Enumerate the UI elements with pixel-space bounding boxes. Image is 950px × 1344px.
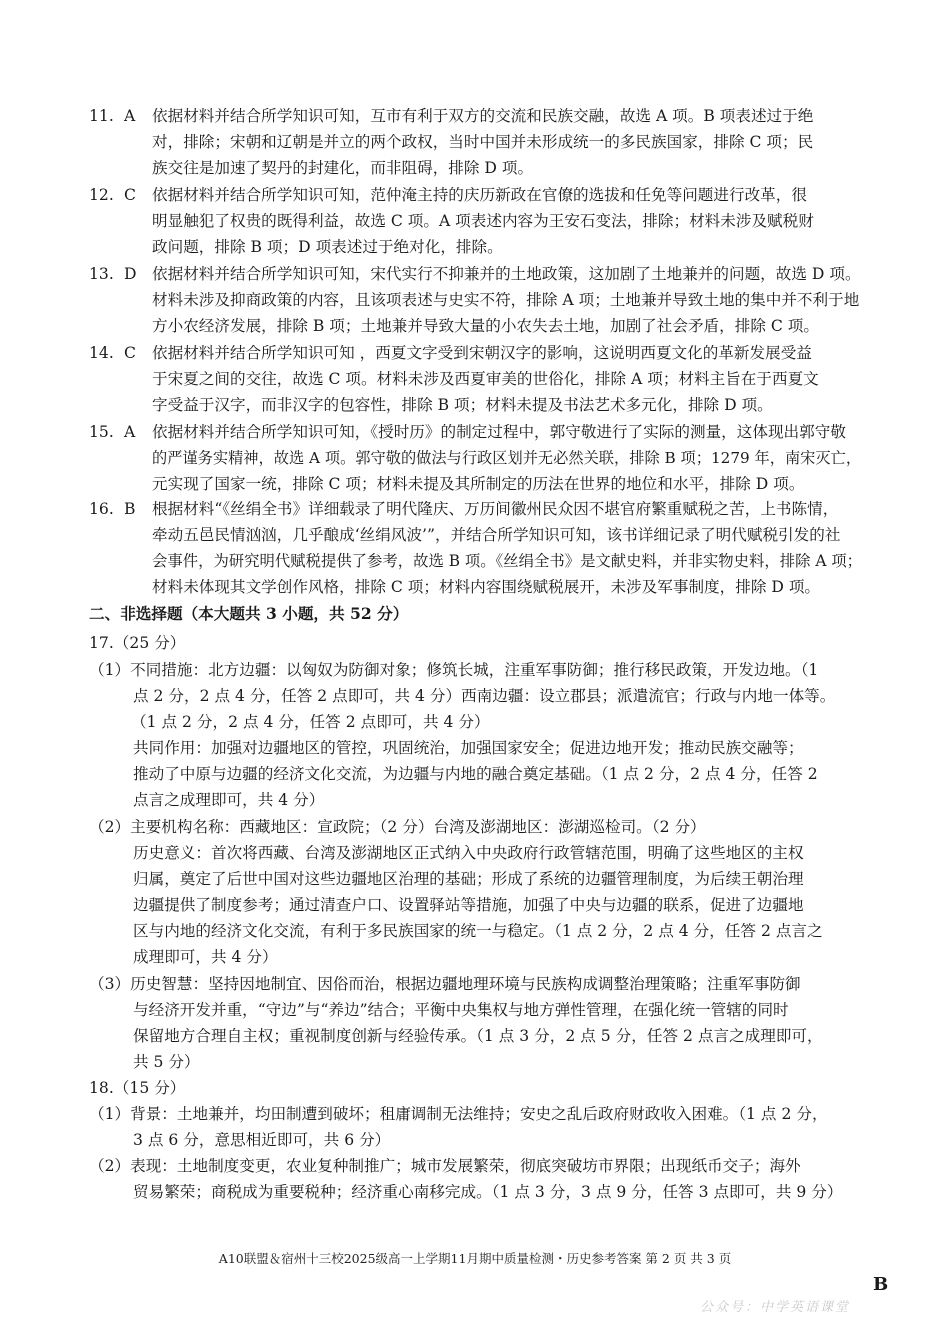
q16-line: 会事件，为研究明代赋税提供了参考，故选 B 项。《丝绢全书》是文献史料，并非实物史料，排除 A 项；	[152, 552, 863, 570]
q18-2-line: 贸易繁荣；商税成为重要税种；经济重心南移完成。（1 点 3 分，3 点 9 分，任答 3 点即可，共 9 分）	[133, 1183, 843, 1201]
q13-line: 材料未涉及抑商政策的内容，且该项表述与史实不符，排除 A 项；土地兼并导致土地的集中并不利于地	[152, 291, 860, 309]
q18-heading: 18.（15 分）	[89, 1079, 186, 1097]
q17-3-line: 共 5 分）	[133, 1053, 200, 1071]
q17-3-line: 与经济开发并重，“守边”与“养边”结合；平衡中央集权与地方弹性管理，在强化统一管辖的同时	[133, 1001, 789, 1019]
q15-answer: A	[124, 423, 136, 441]
q14-line: 于宋夏之间的交往，故选 C 项。材料未涉及西夏审美的世俗化，排除 A 项；材料主旨在于西夏文	[152, 370, 819, 388]
q14-number: 14.	[89, 344, 114, 362]
page-footer: A10联盟＆宿州十三校2025级高一上学期11月期中质量检测・历史参考答案 第 2 页 共 3 页	[218, 1251, 732, 1266]
q18-1-line: 3 点 6 分，意思相近即可，共 6 分）	[133, 1131, 391, 1149]
watermark: 公众号：中学英语课堂	[700, 1300, 851, 1315]
q15-line: 依据材料并结合所学知识可知，《授时历》的制定过程中，郭守敬进行了实际的测量，这体现出郭守敬	[152, 423, 846, 441]
q17-3-line: 保留地方合理自主权；重视制度创新与经验传承。（1 点 3 分，2 点 5 分，任答 2 点言之成理即可，	[133, 1027, 823, 1045]
q13-line: 方小农经济发展，排除 B 项；土地兼并导致大量的小农失去土地，加剧了社会矛盾，排除 C 项。	[152, 317, 819, 335]
q12-number: 12.	[89, 186, 114, 204]
q18-2-line: （2）表现：土地制度变更，农业复种制推广；城市发展繁荣，彻底突破坊市界限；出现纸币交子；海外	[89, 1157, 801, 1175]
q12-line: 政问题，排除 B 项；D 项表述过于绝对化，排除。	[152, 238, 503, 256]
q11-answer: A	[124, 107, 136, 125]
section-heading: 二、非选择题（本大题共 3 小题，共 52 分）	[89, 604, 409, 623]
q14-line: 依据材料并结合所学知识可知 ，西夏文字受到宋朝汉字的影响，这说明西夏文化的革新发展受益	[152, 344, 812, 362]
q18-1-line: （1）背景：土地兼并，均田制遭到破坏；租庸调制无法维持；安史之乱后政府财政收入困难。（1 点 2 分，	[89, 1105, 828, 1123]
q17-1-line: 点言之成理即可，共 4 分）	[133, 791, 325, 809]
q17-1-line: 共同作用：加强对边疆地区的管控，巩固统治，加强国家安全；促进边地开发；推动民族交融等；	[133, 739, 804, 757]
q17-2-line: 历史意义：首次将西藏、台湾及澎湖地区正式纳入中央政府行政管辖范围，明确了这些地区的主权	[133, 844, 804, 862]
q17-1-line: 点 2 分，2 点 4 分，任答 2 点即可，共 4 分）西南边疆：设立郡县；派遣流官；行政与内地一体等。	[133, 687, 836, 705]
q17-3-line: （3）历史智慧：坚持因地制宜、因俗而治，根据边疆地理环境与民族构成调整治理策略；注重军事防御	[89, 975, 801, 993]
q16-line: 材料未体现其文学创作风格，排除 C 项；材料内容围绕赋税展开，未涉及军事制度，排除 D 项。	[152, 578, 821, 596]
q12-answer: C	[124, 186, 136, 204]
q13-answer: D	[124, 265, 137, 283]
q16-line: 根据材料“《丝绢全书》详细载录了明代隆庆、万历间徽州民众因不堪官府繁重赋税之苦，上书陈情，	[152, 500, 839, 518]
q14-answer: C	[124, 344, 136, 362]
version-letter: B	[873, 1274, 889, 1295]
q17-heading: 17.（25 分）	[89, 634, 186, 652]
q11-line: 对，排除；宋朝和辽朝是并立的两个政权，当时中国并未形成统一的多民族国家，排除 C 项；民	[152, 133, 814, 151]
q14-line: 字受益于汉字，而非汉字的包容性，排除 B 项；材料未提及书法艺术多元化，排除 D 项。	[152, 396, 773, 414]
q12-line: 依据材料并结合所学知识可知，范仲淹主持的庆历新政在官僚的选拔和任免等问题进行改革，很	[152, 186, 807, 204]
q15-line: 元实现了国家一统，排除 C 项；材料未提及其所制定的历法在世界的地位和水平，排除 D 项。	[152, 475, 805, 493]
q13-line: 依据材料并结合所学知识可知，宋代实行不抑兼并的土地政策，这加剧了土地兼并的问题，故选 D 项。	[152, 265, 861, 283]
q17-2-line: 归属，奠定了后世中国对这些边疆地区治理的基础；形成了系统的边疆管理制度，为后续王朝治理	[133, 870, 804, 888]
q16-answer: B	[124, 500, 136, 518]
q17-2-line: 区与内地的经济文化交流，有利于多民族国家的统一与稳定。（1 点 2 分，2 点 4 分，任答 2 点言之	[133, 922, 823, 940]
q17-2-line: 成理即可，共 4 分）	[133, 948, 278, 966]
q16-number: 16.	[89, 500, 114, 518]
q17-2-line: 边疆提供了制度参考；通过清查户口、设置驿站等措施，加强了中央与边疆的联系，促进了边疆地	[133, 896, 804, 914]
q17-2-line: （2）主要机构名称：西藏地区：宣政院；（2 分）台湾及澎湖地区：澎湖巡检司。（2 分）	[89, 818, 706, 836]
q15-number: 15.	[89, 423, 114, 441]
q11-line: 依据材料并结合所学知识可知，互市有利于双方的交流和民族交融，故选 A 项。B 项表述过于绝	[152, 107, 814, 125]
q17-1-line: 推动了中原与边疆的经济文化交流，为边疆与内地的融合奠定基础。（1 点 2 分，2 点 4 分，任答 2	[133, 765, 818, 783]
q12-line: 明显触犯了权贵的既得利益，故选 C 项。A 项表述内容为王安石变法，排除；材料未涉及赋税财	[152, 212, 814, 230]
q11-number: 11.	[89, 107, 114, 125]
q15-line: 的严谨务实精神，故选 A 项。郭守敬的做法与行政区划并无必然关联，排除 B 项；1279 年，南宋灭亡，	[152, 449, 862, 467]
q11-line: 族交往是加速了契丹的封建化，而非阻碍，排除 D 项。	[152, 159, 534, 177]
q16-line: 牵动五邑民情汹汹，几乎酿成‘丝绢风波’”，并结合所学知识可知，该书详细记录了明代赋税引发的社	[152, 526, 841, 544]
q17-1-line: （1）不同措施：北方边疆：以匈奴为防御对象；修筑长城，注重军事防御；推行移民政策，开发边地。（1	[89, 661, 819, 679]
q17-1-line: （1 点 2 分，2 点 4 分，任答 2 点即可，共 4 分）	[131, 713, 490, 731]
q13-number: 13.	[89, 265, 114, 283]
